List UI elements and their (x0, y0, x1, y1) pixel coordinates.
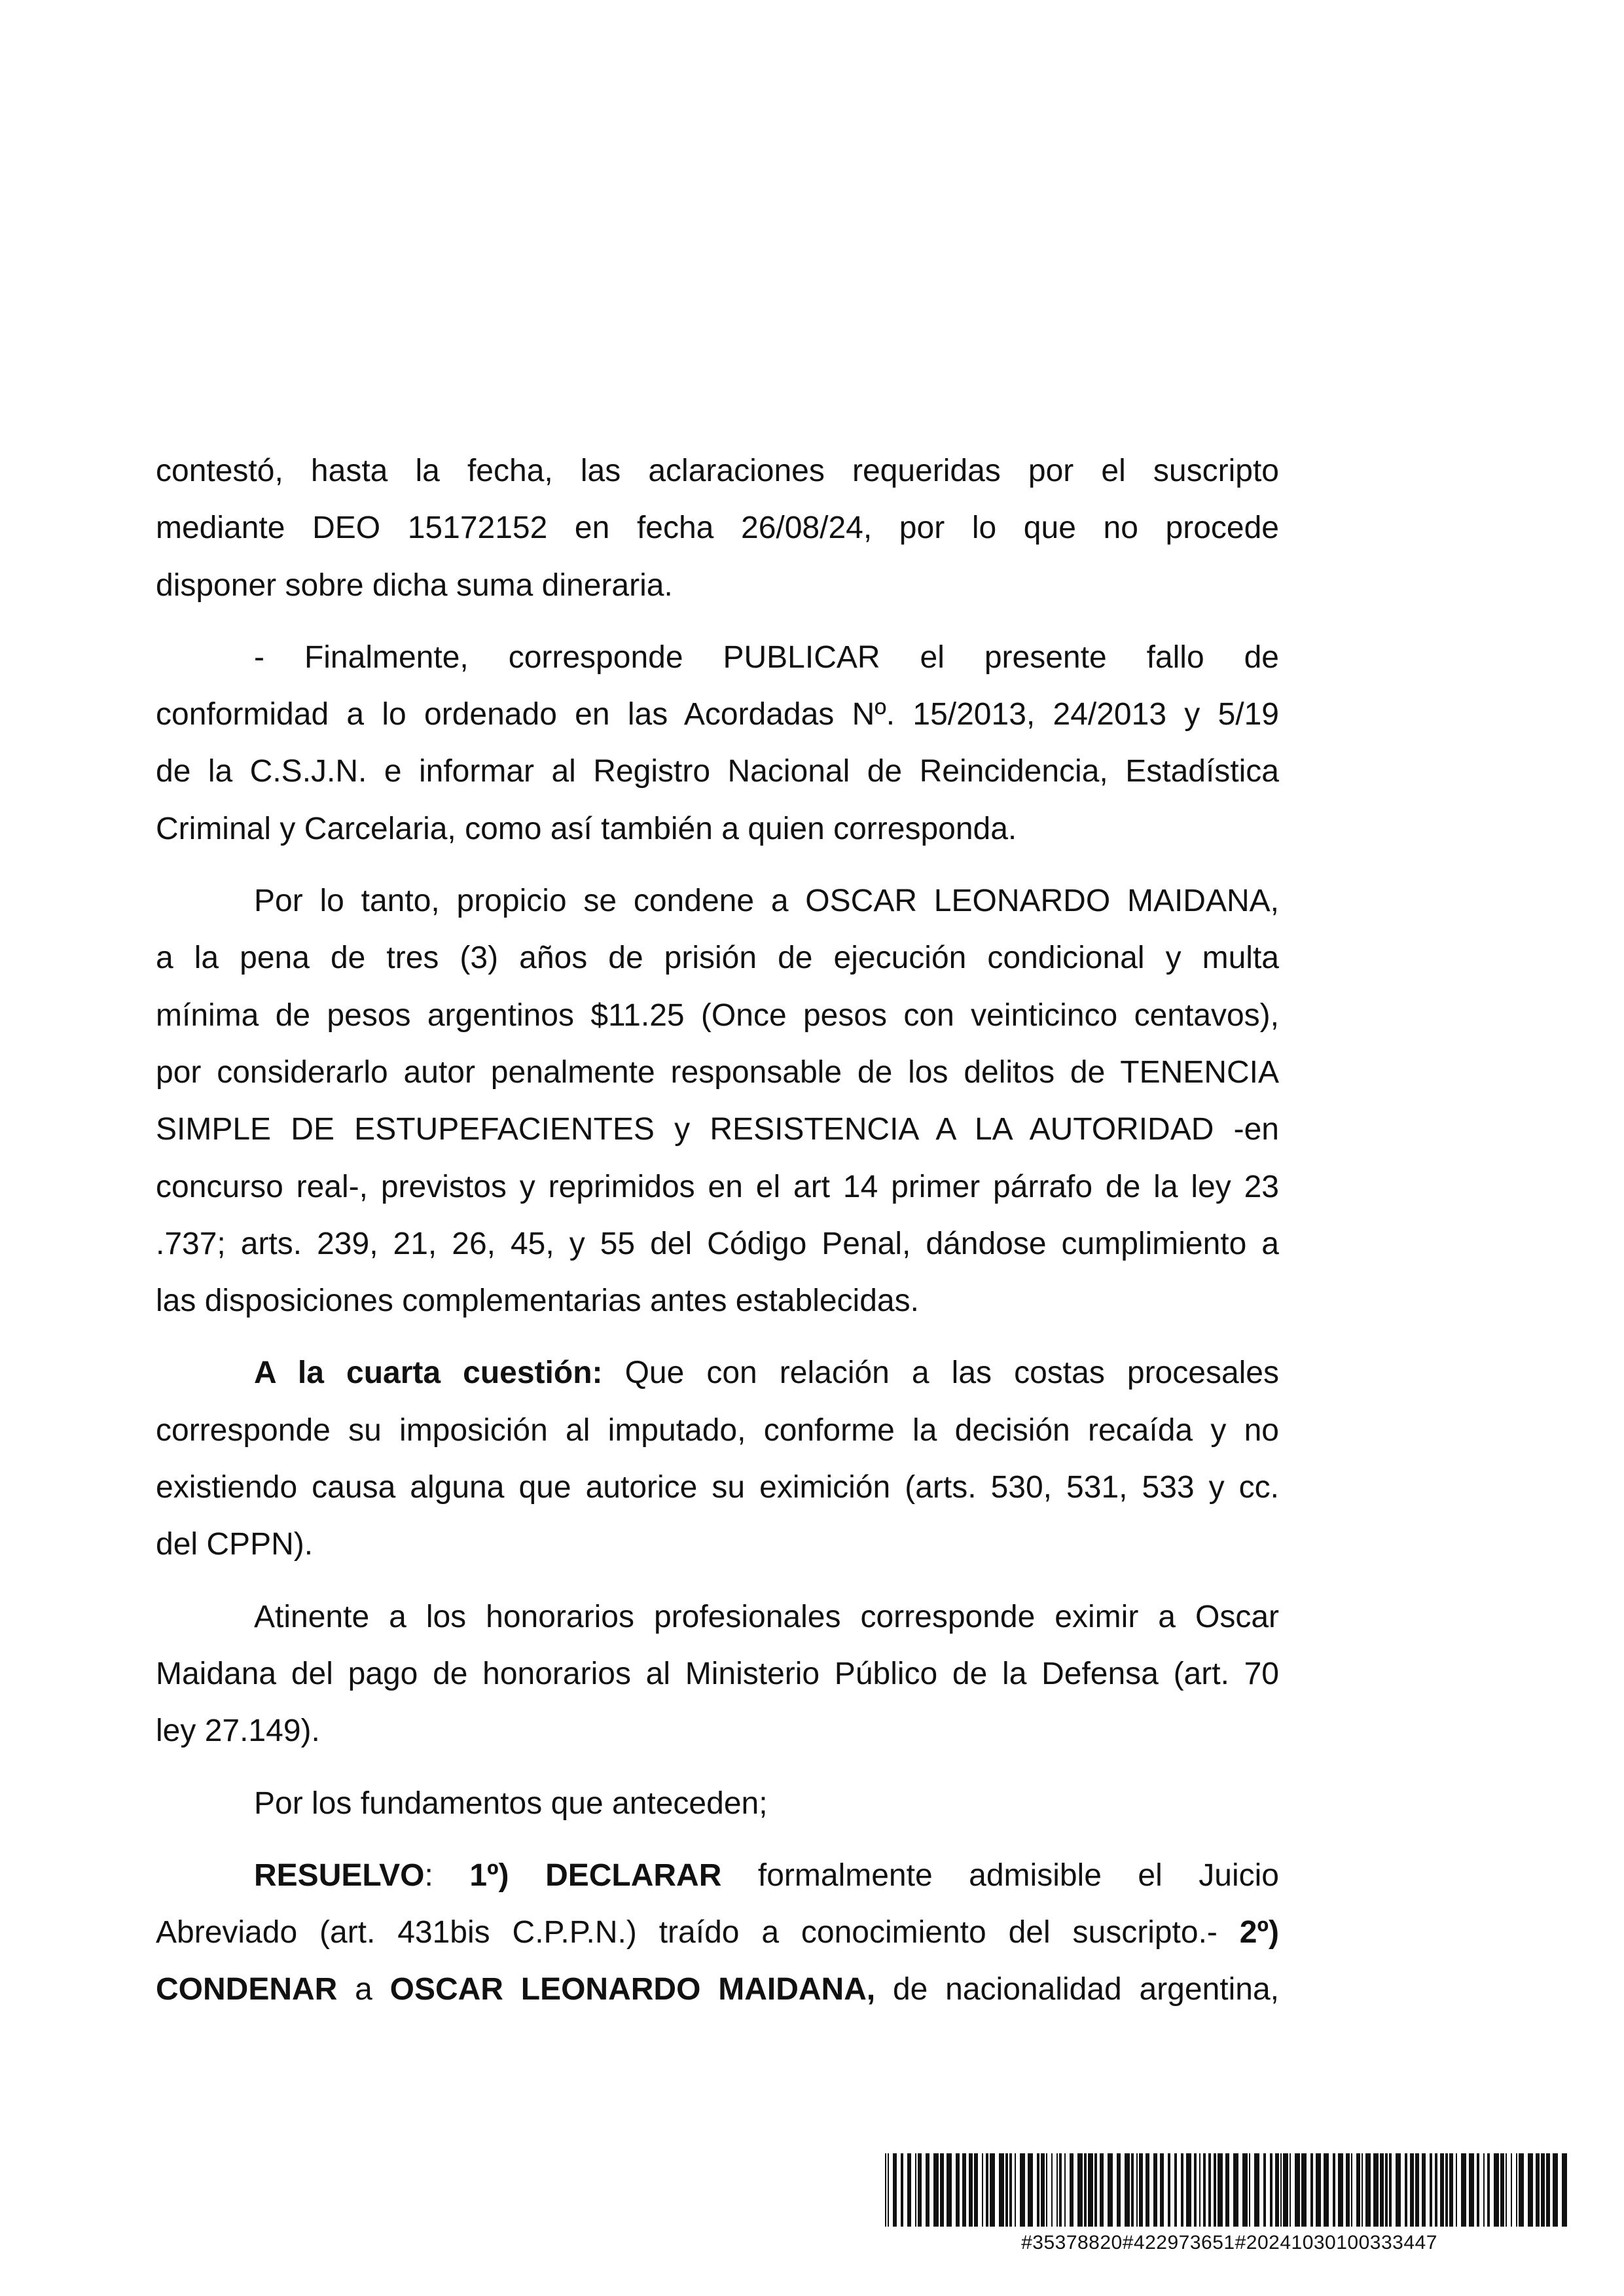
barcode-bar (1283, 2153, 1288, 2227)
barcode-bar (933, 2153, 939, 2227)
barcode-bar (1046, 2153, 1047, 2227)
text-line: concurso real-, previstos y reprimidos en el art 14 primer párrafo de la ley 23 (156, 1169, 1279, 1204)
barcode-bar (1020, 2153, 1025, 2227)
barcode-bar (918, 2153, 922, 2227)
barcode-bar (1084, 2153, 1087, 2227)
barcode-bar (1064, 2153, 1066, 2227)
barcode-bar (1009, 2153, 1012, 2227)
text-line: disponer sobre dicha suma dineraria. (156, 567, 673, 603)
text-fragment: de nacionalidad argentina, (875, 1972, 1279, 2007)
barcode-bar (1186, 2153, 1191, 2227)
barcode-bar (1430, 2153, 1432, 2227)
defendant-name: OSCAR LEONARDO MAIDANA, (389, 1972, 876, 2007)
barcode-bar (1199, 2153, 1200, 2227)
text-line: .737; arts. 239, 21, 26, 45, y 55 del Código Penal, dándose cumplimiento a (156, 1226, 1279, 1261)
barcode-bar (969, 2153, 973, 2227)
barcode-bar (1324, 2153, 1329, 2227)
barcode-bar (999, 2153, 1004, 2227)
barcode-bar (1396, 2153, 1401, 2227)
barcode-bar (1389, 2153, 1392, 2227)
text-line (156, 1344, 1279, 1401)
barcode-bar (1056, 2153, 1058, 2227)
barcode-bar (1249, 2153, 1250, 2227)
text-line: del CPPN). (156, 1527, 314, 1562)
barcode-bar (1208, 2153, 1211, 2227)
text-line: Criminal y Carcelaria, como así también a quien corresponda. (156, 811, 1017, 846)
barcode-bar (1410, 2153, 1414, 2227)
barcode-bar (885, 2153, 886, 2227)
barcode-bar (1100, 2153, 1104, 2227)
barcode-bar (1136, 2153, 1138, 2227)
barcode-text: #35378820#422973651#20241030100333447 (1021, 2232, 1437, 2253)
barcode-bar (1139, 2153, 1143, 2227)
text-line: Por los fundamentos que anteceden; (254, 1785, 768, 1821)
barcode-bar (1301, 2153, 1307, 2227)
barcode-bar (1483, 2153, 1485, 2227)
barcode-bar (1553, 2153, 1558, 2227)
barcode-bar (1356, 2153, 1360, 2227)
barcode-bar (1218, 2153, 1223, 2227)
barcode-bars (882, 2153, 1576, 2231)
barcode-bar (1280, 2153, 1282, 2227)
barcode-bar (1477, 2153, 1479, 2227)
barcode-bar (1519, 2153, 1524, 2227)
barcode-bar (1146, 2153, 1149, 2227)
barcode-bar (1469, 2153, 1474, 2227)
barcode-bar (1174, 2153, 1177, 2227)
barcode-bar (1214, 2153, 1216, 2227)
text-line: ley 27.149). (156, 1713, 320, 1749)
barcode-bar (1487, 2153, 1490, 2227)
text-line: de la C.S.J.N. e informar al Registro Nacional de Reincidencia, Estadística (156, 754, 1279, 789)
barcode-bar (1254, 2153, 1259, 2227)
barcode-bar (1440, 2153, 1444, 2227)
document-body (156, 442, 1279, 2018)
text-line: SIMPLE DE ESTUPEFACIENTES y RESISTENCIA A LA AUTORIDAD -en (156, 1112, 1279, 1147)
barcode-bar (1153, 2153, 1157, 2227)
barcode-bar (1405, 2153, 1407, 2227)
text-line: mínima de pesos argentinos $11.25 (Once pesos con veinticinco centavos), (156, 997, 1279, 1033)
text-fragment: Abreviado (art. 431bis C.P.P.N.) traído a conocimiento del suscripto.- (156, 1915, 1240, 1950)
barcode-bar (1316, 2153, 1321, 2227)
barcode-bar (1225, 2153, 1229, 2227)
barcode-bar (1077, 2153, 1083, 2227)
barcode-bar (1094, 2153, 1097, 2227)
text-fragment: : (424, 1857, 470, 1893)
barcode-bar (1333, 2153, 1335, 2227)
barcode-bar (1168, 2153, 1170, 2227)
barcode-bar (1108, 2153, 1113, 2227)
barcode-bar (1037, 2153, 1039, 2227)
barcode-bar (990, 2153, 995, 2227)
barcode-bar (1242, 2153, 1248, 2227)
text-line: Atinente a los honorarios profesionales corresponde eximir a Oscar (254, 1599, 1279, 1634)
barcode-bar (1160, 2153, 1164, 2227)
resuelvo-label: RESUELVO (254, 1857, 425, 1893)
cuarta-cuestion-heading: A la cuarta cuestión: (254, 1355, 603, 1391)
barcode-bar (901, 2153, 903, 2227)
barcode-bar (926, 2153, 929, 2227)
barcode-bar (986, 2153, 988, 2227)
barcode-bar (1028, 2153, 1033, 2227)
barcode-bar (1500, 2153, 1504, 2227)
barcode-bar (1536, 2153, 1540, 2227)
barcode-bar (1051, 2153, 1053, 2227)
barcode-bar (1380, 2153, 1384, 2227)
barcode-bar (947, 2153, 952, 2227)
barcode-bar (1528, 2153, 1533, 2227)
text-line (156, 1961, 1279, 2018)
barcode-bar (1263, 2153, 1266, 2227)
text-fragment: Que con relación a las costas procesales (624, 1355, 1279, 1391)
barcode-bar (1346, 2153, 1350, 2227)
barcode-bar (1125, 2153, 1130, 2227)
barcode-bar (1422, 2153, 1426, 2227)
barcode-bar (893, 2153, 897, 2227)
text-line: - Finalmente, corresponde PUBLICAR el presente fallo de (254, 639, 1279, 675)
barcode-bar (888, 2153, 889, 2227)
barcode-bar (1059, 2153, 1062, 2227)
item-number: 1º) (469, 1857, 509, 1893)
barcode-bar (1131, 2153, 1134, 2227)
barcode-bar (1415, 2153, 1419, 2227)
text-line (156, 1904, 1279, 1961)
barcode-bar (974, 2153, 978, 2227)
text-fragment: formalmente admisible el Juicio (721, 1857, 1280, 1893)
barcode-bar (1310, 2153, 1313, 2227)
barcode-bar (1275, 2153, 1279, 2227)
text-line: existiendo causa alguna que autorice su eximición (arts. 530, 531, 533 y cc. (156, 1470, 1279, 1505)
barcode (882, 2153, 1576, 2278)
text-line: las disposiciones complementarias antes establecidas. (156, 1283, 919, 1319)
barcode-bar (1385, 2153, 1388, 2227)
resuelvo-line (156, 1847, 1279, 1904)
text-line: corresponde su imposición al imputado, conforme la decisión recaída y no (156, 1412, 1279, 1448)
barcode-bar (1117, 2153, 1121, 2227)
text-line: conformidad a lo ordenado en las Acordadas Nº. 15/2013, 24/2013 y 5/19 (156, 697, 1279, 732)
barcode-bar (1295, 2153, 1300, 2227)
barcode-bar (1351, 2153, 1352, 2227)
barcode-bar (1041, 2153, 1045, 2227)
text-line: por considerarlo autor penalmente responsable de los delitos de TENENCIA (156, 1054, 1279, 1090)
barcode-bar (1373, 2153, 1379, 2227)
barcode-bar (1365, 2153, 1371, 2227)
text-fragment: a (337, 1972, 390, 2007)
barcode-bar (1511, 2153, 1512, 2227)
text-line: mediante DEO 15172152 en fecha 26/08/24, por lo que no procede (156, 511, 1279, 546)
barcode-bar (1362, 2153, 1363, 2227)
text-line: contestó, hasta la fecha, las aclaraciones requeridas por el suscripto (156, 454, 1279, 488)
item-verb: CONDENAR (156, 1972, 338, 2007)
text-line: Por lo tanto, propicio se condene a OSCAR LEONARDO MAIDANA, (254, 884, 1279, 919)
barcode-bar (940, 2153, 944, 2227)
item-number: 2º) (1239, 1915, 1279, 1950)
barcode-bar (1562, 2153, 1567, 2227)
barcode-bar (962, 2153, 966, 2227)
barcode-bar (956, 2153, 960, 2227)
barcode-bar (1541, 2153, 1545, 2227)
barcode-bar (1270, 2153, 1272, 2227)
barcode-bar (1194, 2153, 1197, 2227)
barcode-bar (1290, 2153, 1291, 2227)
barcode-bar (1506, 2153, 1507, 2227)
barcode-bar (982, 2153, 983, 2227)
barcode-bar (1015, 2153, 1016, 2227)
text-line: a la pena de tres (3) años de prisión de ejecución condicional y multa (156, 941, 1279, 976)
barcode-bar (1546, 2153, 1550, 2227)
barcode-bar (907, 2153, 911, 2227)
item-verb: DECLARAR (545, 1857, 722, 1893)
barcode-bar (1516, 2153, 1517, 2227)
barcode-bar (1449, 2153, 1453, 2227)
barcode-bar (915, 2153, 916, 2227)
barcode-bar (1005, 2153, 1008, 2227)
barcode-bar (1494, 2153, 1499, 2227)
barcode-bar (1181, 2153, 1183, 2227)
barcode-bar (1445, 2153, 1448, 2227)
barcode-bar (1233, 2153, 1238, 2227)
barcode-bar (1203, 2153, 1206, 2227)
barcode-bar (1456, 2153, 1457, 2227)
barcode-bar (1461, 2153, 1466, 2227)
barcode-bar (1070, 2153, 1074, 2227)
barcode-bar (1338, 2153, 1343, 2227)
barcode-bar (1435, 2153, 1437, 2227)
text-line: Maidana del pago de honorarios al Ministerio Público de la Defensa (art. 70 (156, 1656, 1279, 1691)
barcode-bar (1088, 2153, 1093, 2227)
